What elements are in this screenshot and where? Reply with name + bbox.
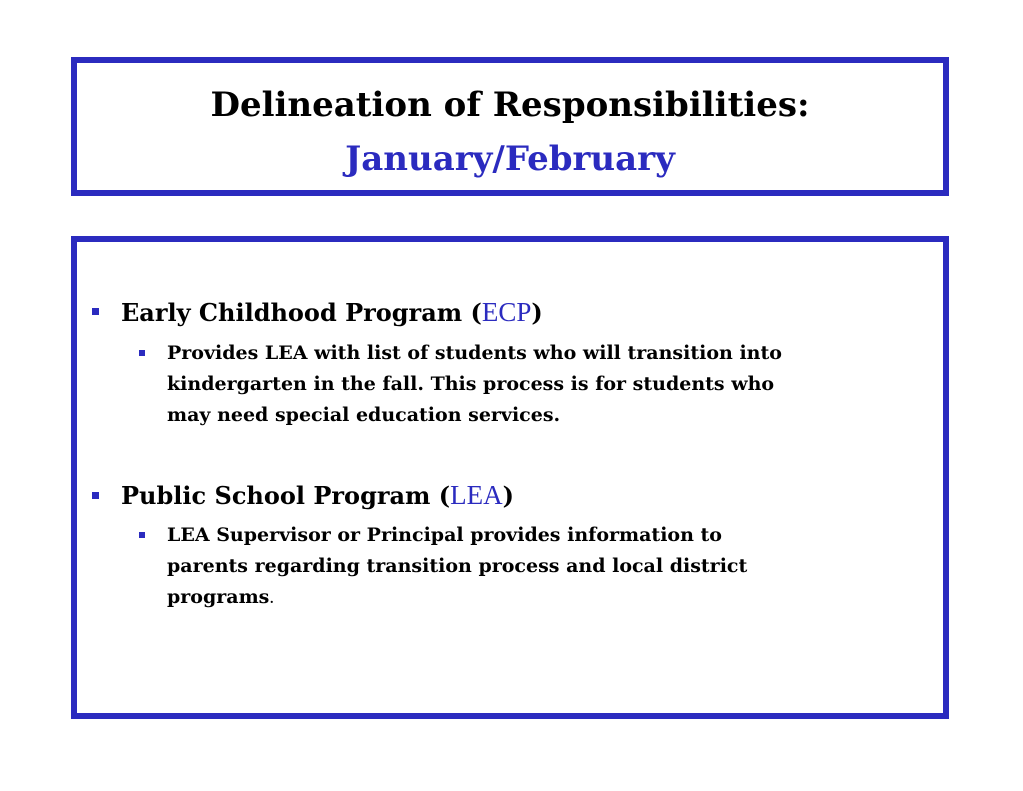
section-heading-close: ): [531, 298, 543, 327]
section-acronym: LEA: [450, 480, 503, 510]
title-box: [71, 57, 949, 196]
sub-item-line: LEA Supervisor or Principal provides information to: [167, 524, 722, 546]
section-heading-text: Early Childhood Program (: [121, 298, 482, 327]
sub-item-text: programs: [167, 586, 270, 608]
section-heading-text: Public School Program (: [121, 481, 451, 510]
slide-title: Delineation of Responsibilities:: [210, 85, 810, 125]
content-box: [71, 236, 949, 719]
slide-subtitle: January/February: [345, 139, 675, 179]
bullet-square-icon: [92, 492, 99, 499]
section-heading-lea: [121, 480, 514, 511]
sub-bullet-square-icon: [139, 350, 145, 356]
sub-item-line-last: [167, 582, 274, 613]
sub-item-period: .: [269, 587, 275, 608]
sub-item-line: kindergarten in the fall. This process is for students who: [167, 373, 775, 395]
sub-item-line: Provides LEA with list of students who will transition into: [167, 342, 782, 364]
bullet-square-icon: [92, 308, 99, 315]
section-acronym: ECP: [481, 297, 532, 327]
sub-bullet-square-icon: [139, 532, 145, 538]
section-heading-ecp: [121, 297, 543, 328]
sub-item-line: may need special education services.: [167, 404, 561, 426]
section-heading-close: ): [502, 481, 514, 510]
sub-item-line: parents regarding transition process and local district: [167, 555, 748, 577]
